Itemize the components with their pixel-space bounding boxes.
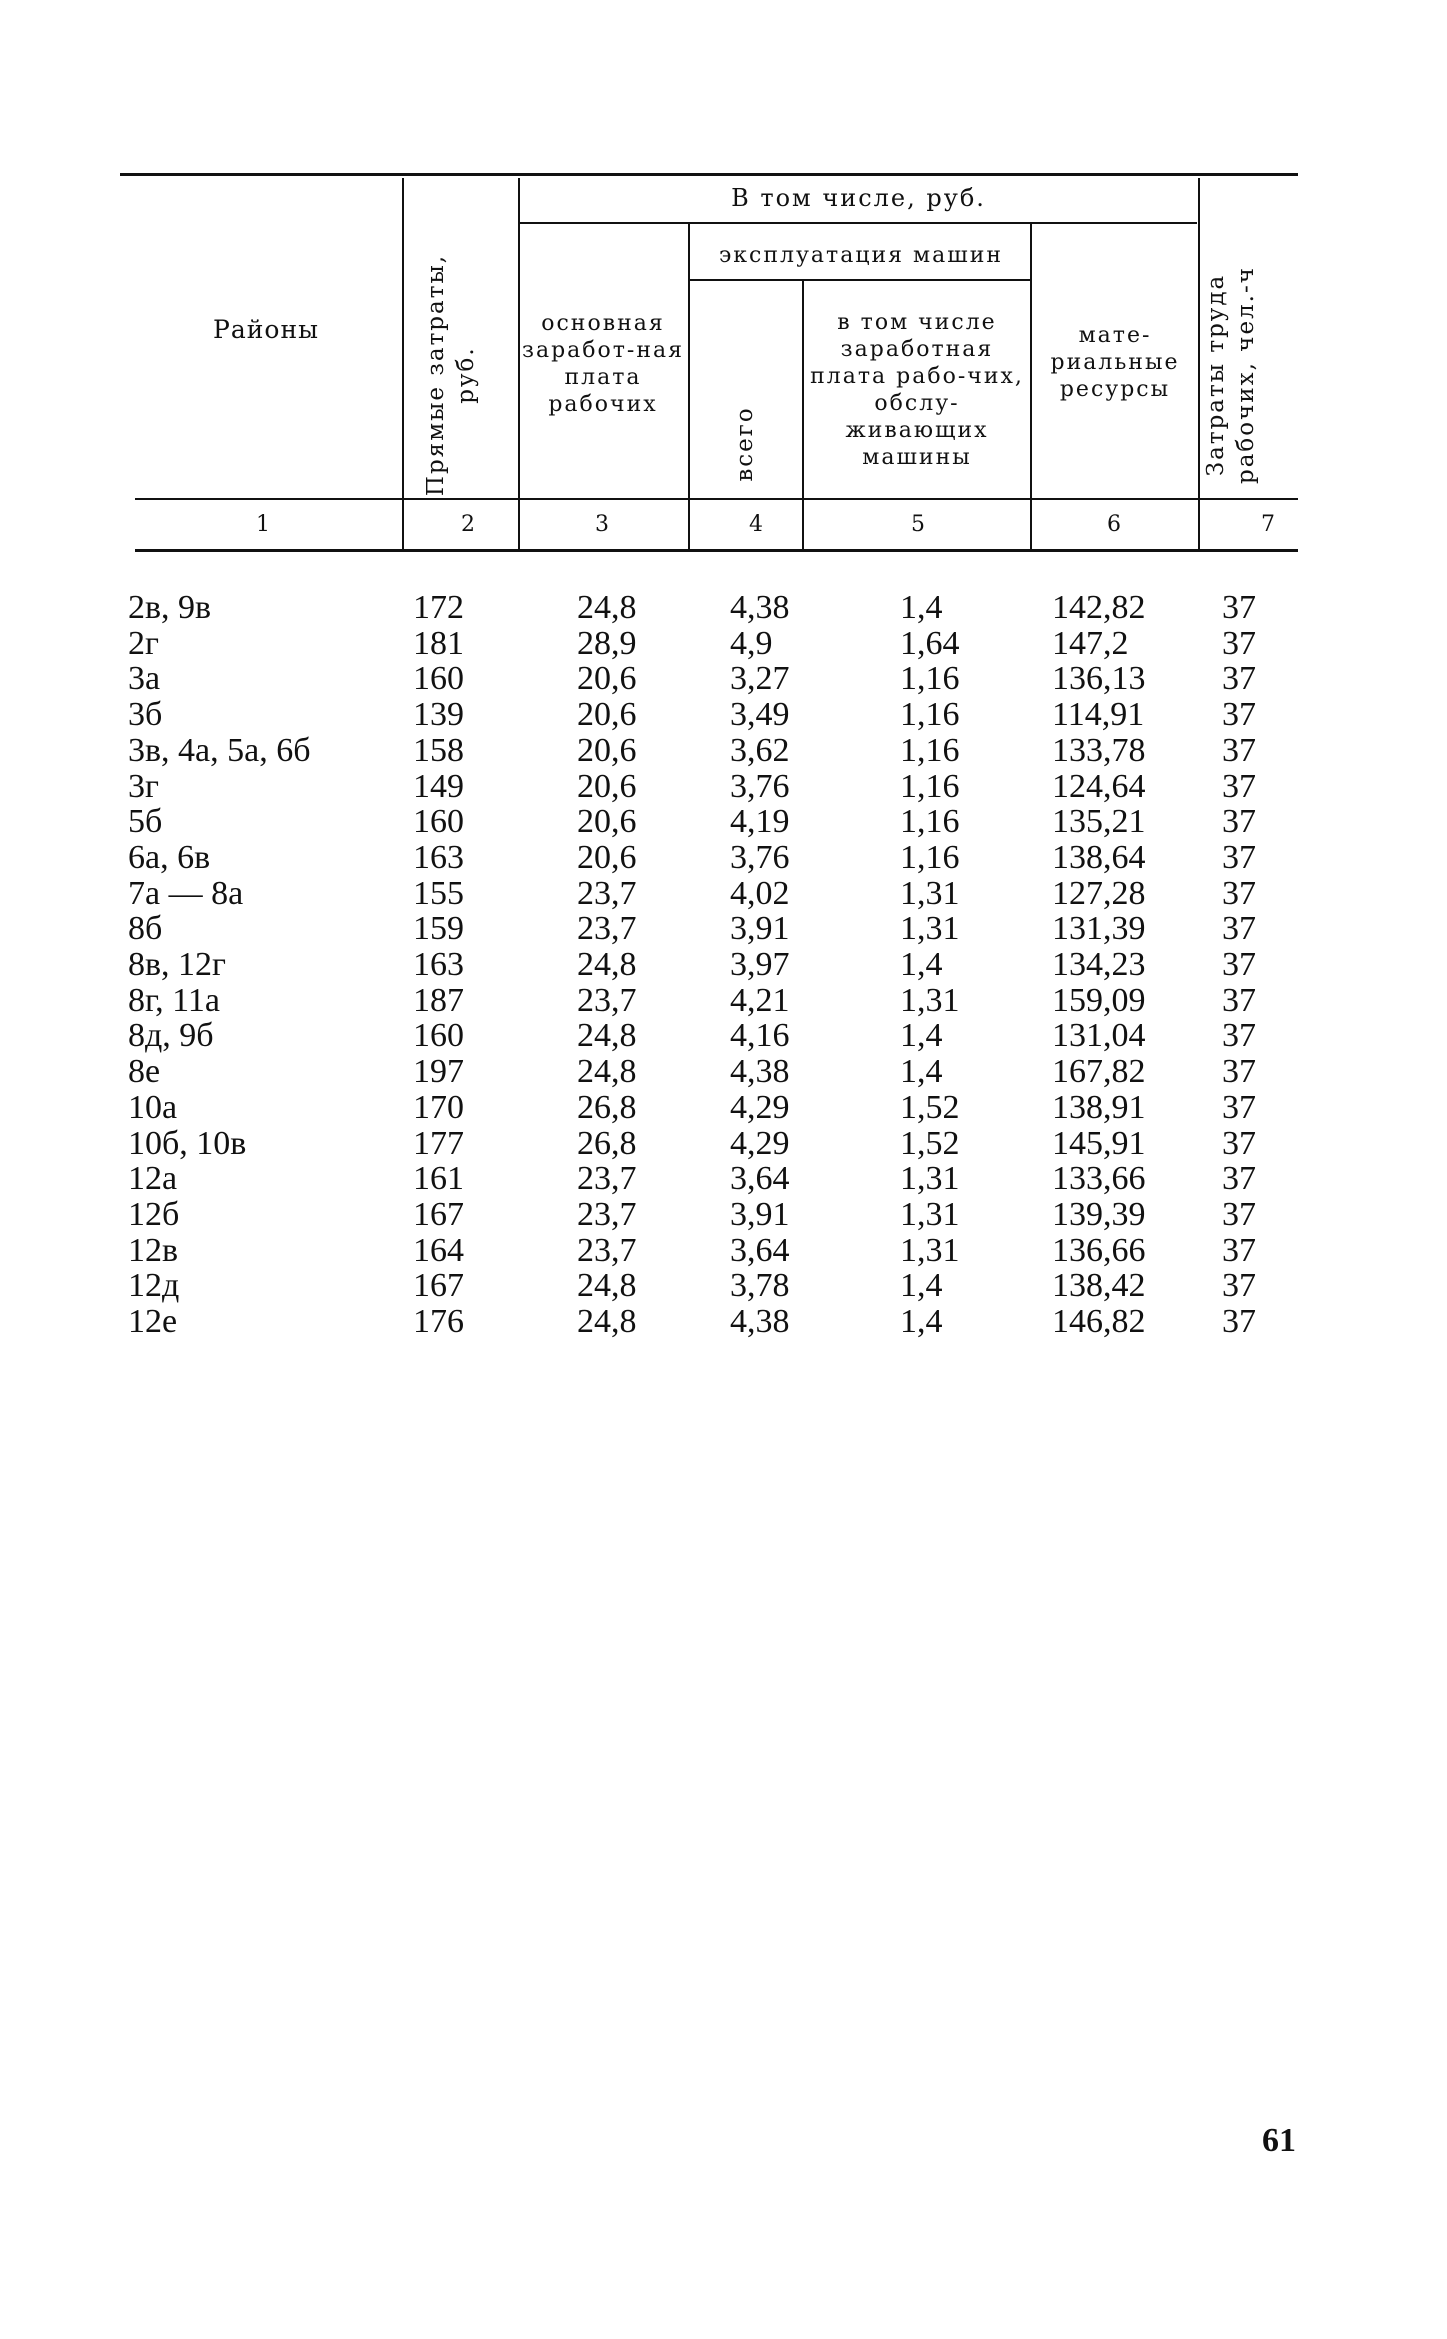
row-machine-wage: 1,16 [900,767,960,805]
row-materials: 159,09 [1052,981,1146,1019]
row-region: 8г, 11а [128,981,220,1019]
row-direct-costs: 163 [413,946,464,983]
row-materials: 131,39 [1052,910,1146,948]
row-region: 8в, 12г [128,946,226,983]
table-row [0,626,1447,662]
row-machine-total: 4,38 [730,589,790,626]
table-row [0,1054,1447,1090]
row-direct-costs: 170 [413,1088,464,1126]
column-number-2: 2 [461,512,475,537]
row-materials: 138,91 [1052,1088,1146,1126]
row-region: 3а [128,660,161,698]
table-row [0,947,1447,983]
table-row [0,1018,1447,1054]
row-region: 8е [128,1053,161,1091]
row-base-wage: 23,7 [577,981,637,1019]
row-direct-costs: 187 [413,981,464,1019]
row-base-wage: 24,8 [577,1017,637,1055]
column-number-rule [135,549,1298,552]
row-direct-costs: 161 [413,1160,464,1198]
row-labor: 37 [1222,1160,1256,1198]
header-machine-operation: эксплуатация машин [718,243,1004,268]
header-divider-4 [802,281,804,549]
row-region: 5б [128,803,163,841]
row-machine-wage: 1,64 [900,624,960,662]
table-row [0,661,1447,697]
row-machine-total: 3,97 [730,946,790,983]
column-number-3: 3 [595,512,609,537]
row-machine-total: 4,29 [730,1088,790,1126]
row-direct-costs: 139 [413,696,464,734]
row-machine-wage: 1,52 [900,1088,960,1126]
row-materials: 133,66 [1052,1160,1146,1198]
row-base-wage: 23,7 [577,1160,637,1198]
row-base-wage: 20,6 [577,767,637,805]
row-direct-costs: 164 [413,1231,464,1269]
row-base-wage: 23,7 [577,910,637,948]
row-labor: 37 [1222,838,1256,876]
header-labor: Затраты труда рабочих, чел.-ч [1203,266,1259,484]
row-machine-total: 3,62 [730,731,790,769]
column-number-1: 1 [256,512,270,537]
row-machine-total: 4,19 [730,803,790,841]
row-machine-wage: 1,4 [900,946,943,983]
table-row [0,697,1447,733]
column-number-7: 7 [1261,512,1275,537]
row-labor: 37 [1222,1303,1256,1340]
column-number-5: 5 [911,512,925,537]
row-direct-costs: 172 [413,589,464,626]
row-base-wage: 20,6 [577,660,637,698]
row-machine-total: 4,02 [730,874,790,912]
row-labor: 37 [1222,660,1256,698]
header-materials: мате-риальные ресурсы [1050,323,1180,402]
row-machine-wage: 1,31 [900,1195,960,1233]
row-materials: 142,82 [1052,589,1146,626]
row-machine-wage: 1,4 [900,1303,943,1340]
table-row [0,590,1447,626]
row-base-wage: 23,7 [577,1195,637,1233]
row-direct-costs: 160 [413,1017,464,1055]
row-region: 12б [128,1195,180,1233]
table-row [0,911,1447,947]
row-direct-costs: 158 [413,731,464,769]
row-labor: 37 [1222,874,1256,912]
table-row [0,1197,1447,1233]
header-divider-3 [688,224,690,549]
row-materials: 136,13 [1052,660,1146,698]
row-direct-costs: 167 [413,1195,464,1233]
row-machine-wage: 1,52 [900,1124,960,1162]
row-direct-costs: 177 [413,1124,464,1162]
row-materials: 138,64 [1052,838,1146,876]
row-base-wage: 24,8 [577,946,637,983]
row-base-wage: 24,8 [577,589,637,626]
row-materials: 131,04 [1052,1017,1146,1055]
row-machine-total: 3,91 [730,910,790,948]
header-direct-costs: Прямые затраты, руб. [423,253,479,497]
table-row [0,1233,1447,1269]
header-regions: Районы [213,315,319,344]
group-header-rule [520,222,1197,224]
row-machine-wage: 1,4 [900,1053,943,1091]
row-region: 12е [128,1303,178,1340]
row-region: 12в [128,1231,179,1269]
row-materials: 135,21 [1052,803,1146,841]
column-number-6: 6 [1107,512,1121,537]
row-labor: 37 [1222,981,1256,1019]
top-rule [120,173,1298,176]
row-region: 12а [128,1160,178,1198]
row-machine-total: 3,78 [730,1267,790,1305]
row-machine-wage: 1,31 [900,1160,960,1198]
row-labor: 37 [1222,946,1256,983]
row-labor: 37 [1222,767,1256,805]
row-machine-total: 4,29 [730,1124,790,1162]
row-machine-total: 3,64 [730,1160,790,1198]
row-region: 2г [128,624,159,662]
row-direct-costs: 163 [413,838,464,876]
row-base-wage: 24,8 [577,1053,637,1091]
table-row [0,1268,1447,1304]
column-number-4: 4 [749,512,763,537]
row-base-wage: 20,6 [577,803,637,841]
row-region: 6а, 6в [128,838,211,876]
row-materials: 114,91 [1052,696,1145,734]
row-direct-costs: 160 [413,660,464,698]
row-direct-costs: 176 [413,1303,464,1340]
row-machine-total: 3,91 [730,1195,790,1233]
row-labor: 37 [1222,696,1256,734]
row-base-wage: 26,8 [577,1088,637,1126]
row-machine-wage: 1,16 [900,803,960,841]
row-labor: 37 [1222,1267,1256,1305]
row-direct-costs: 181 [413,624,464,662]
header-bottom-rule [135,498,1298,500]
machine-group-rule [690,279,1032,281]
row-direct-costs: 155 [413,874,464,912]
row-base-wage: 28,9 [577,624,637,662]
page-number: 61 [1262,2122,1296,2159]
row-base-wage: 20,6 [577,731,637,769]
row-machine-wage: 1,31 [900,981,960,1019]
table-row [0,1161,1447,1197]
row-region: 3г [128,767,159,805]
row-base-wage: 24,8 [577,1303,637,1340]
row-labor: 37 [1222,1017,1256,1055]
table-row [0,876,1447,912]
row-base-wage: 26,8 [577,1124,637,1162]
row-labor: 37 [1222,1088,1256,1126]
row-machine-total: 3,49 [730,696,790,734]
row-base-wage: 23,7 [577,874,637,912]
header-base-wage: основная заработ-ная плата рабочих [521,311,685,417]
row-machine-wage: 1,31 [900,910,960,948]
row-machine-wage: 1,31 [900,1231,960,1269]
row-machine-wage: 1,4 [900,1017,943,1055]
table-row [0,733,1447,769]
row-labor: 37 [1222,624,1256,662]
row-materials: 145,91 [1052,1124,1146,1162]
row-direct-costs: 160 [413,803,464,841]
row-labor: 37 [1222,731,1256,769]
row-region: 8д, 9б [128,1017,214,1055]
row-region: 3б [128,696,163,734]
row-region: 2в, 9в [128,589,212,626]
table-row [0,1090,1447,1126]
row-machine-total: 4,21 [730,981,790,1019]
row-materials: 138,42 [1052,1267,1146,1305]
row-direct-costs: 159 [413,910,464,948]
header-divider-1 [402,178,404,549]
row-labor: 37 [1222,910,1256,948]
row-machine-total: 4,38 [730,1303,790,1340]
header-machine-total: всего [732,406,758,482]
row-machine-total: 4,9 [730,624,773,662]
row-materials: 127,28 [1052,874,1146,912]
row-region: 12д [128,1267,180,1305]
row-machine-wage: 1,31 [900,874,960,912]
row-materials: 134,23 [1052,946,1146,983]
row-machine-wage: 1,4 [900,1267,943,1305]
row-region: 3в, 4а, 5а, 6б [128,731,311,769]
row-labor: 37 [1222,803,1256,841]
row-machine-wage: 1,4 [900,589,943,626]
row-machine-wage: 1,16 [900,731,960,769]
table-row [0,983,1447,1019]
row-labor: 37 [1222,589,1256,626]
row-region: 10б, 10в [128,1124,247,1162]
row-labor: 37 [1222,1195,1256,1233]
row-region: 8б [128,910,163,948]
row-base-wage: 24,8 [577,1267,637,1305]
header-group-in-including: В том числе, руб. [731,184,986,212]
table-row [0,1126,1447,1162]
row-machine-total: 4,16 [730,1017,790,1055]
row-machine-wage: 1,16 [900,838,960,876]
table-row [0,1304,1447,1340]
row-materials: 133,78 [1052,731,1146,769]
table-row [0,769,1447,805]
row-machine-wage: 1,16 [900,660,960,698]
row-direct-costs: 149 [413,767,464,805]
header-machine-wage: в том числе заработная плата рабо-чих, обслу-живающих машины [810,310,1024,470]
row-materials: 146,82 [1052,1303,1146,1340]
row-materials: 147,2 [1052,624,1129,662]
row-labor: 37 [1222,1231,1256,1269]
row-materials: 136,66 [1052,1231,1146,1269]
row-materials: 139,39 [1052,1195,1146,1233]
row-machine-total: 4,38 [730,1053,790,1091]
row-materials: 167,82 [1052,1053,1146,1091]
row-direct-costs: 167 [413,1267,464,1305]
row-base-wage: 23,7 [577,1231,637,1269]
row-region: 7а — 8а [128,874,244,912]
row-direct-costs: 197 [413,1053,464,1091]
row-region: 10а [128,1088,178,1126]
row-base-wage: 20,6 [577,696,637,734]
row-labor: 37 [1222,1053,1256,1091]
table-row [0,840,1447,876]
table-row [0,804,1447,840]
row-labor: 37 [1222,1124,1256,1162]
row-machine-total: 3,64 [730,1231,790,1269]
row-machine-total: 3,27 [730,660,790,698]
header-divider-6 [1198,178,1200,549]
row-materials: 124,64 [1052,767,1146,805]
row-base-wage: 20,6 [577,838,637,876]
row-machine-total: 3,76 [730,767,790,805]
row-machine-total: 3,76 [730,838,790,876]
row-machine-wage: 1,16 [900,696,960,734]
